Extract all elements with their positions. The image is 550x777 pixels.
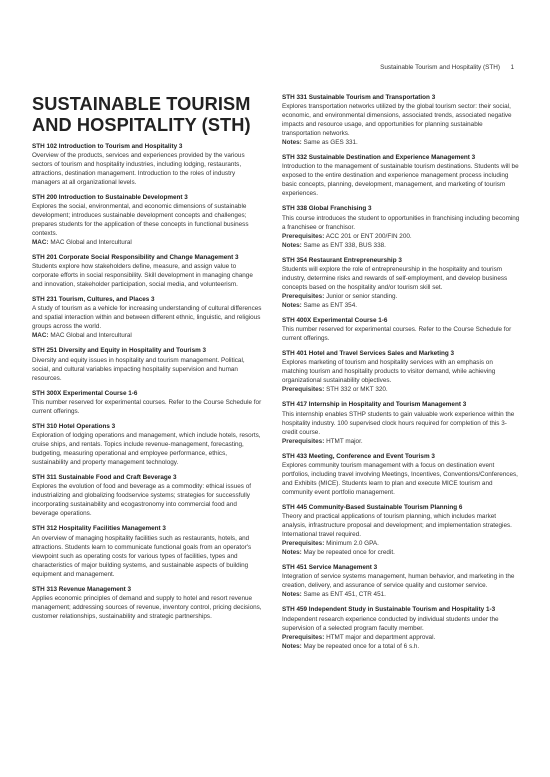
note-label: Notes: bbox=[282, 139, 302, 147]
course-title: STH 401 Hotel and Travel Services Sales and Marketing 3 bbox=[282, 350, 455, 358]
course-note bbox=[282, 292, 520, 301]
course-description bbox=[32, 202, 262, 238]
note-text: Explores the social, environmental, and economic dimensions of sustainable development; introduces sustainable development concepts and challenges; prepares students for the application of these concepts in functional business contexts. bbox=[32, 202, 249, 237]
course-title: STH 313 Revenue Management 3 bbox=[32, 585, 132, 593]
course-description bbox=[282, 162, 520, 198]
note-text: Explores community tourism management with a focus on destination event portfolios, including travel involving Meetings, Incentives, Conventions/Conferences, and Exhibits (MICE). Students learn to plan and execute MICE tourism and community event portfolio management. bbox=[282, 461, 518, 496]
note-text: This course introduces the student to opportunities in franchising including becoming a franchisee or franchisor. bbox=[282, 214, 520, 231]
note-text: This number reserved for experimental courses. Refer to the Course Schedule for current offerings. bbox=[282, 326, 512, 343]
note-label: Notes: bbox=[282, 241, 302, 249]
note-text: Same as GES 331. bbox=[301, 139, 358, 147]
note-text: MAC Global and Intercultural bbox=[48, 238, 132, 246]
note-label: MAC: bbox=[32, 332, 49, 340]
note-text: Students explore how stakeholders define, measure, and assign value to corporate efforts in social responsibility. Skill development in managing change and innovation, stakeholder participation, social media, and volunteerism. bbox=[32, 263, 253, 289]
page-number: 1 bbox=[510, 64, 514, 71]
course-note bbox=[282, 548, 520, 557]
course-title: STH 332 Sustainable Destination and Experience Management 3 bbox=[282, 154, 476, 162]
course-note bbox=[282, 633, 520, 642]
note-text: Independent research experience conducted by individual students under the supervision of a selected program faculty member. bbox=[282, 615, 499, 632]
note-label: MAC: bbox=[32, 238, 49, 246]
course-entry bbox=[32, 296, 262, 340]
course-description bbox=[32, 482, 262, 518]
course-entry bbox=[282, 257, 520, 310]
course-description bbox=[282, 572, 520, 590]
course-description bbox=[32, 534, 262, 579]
course-title: STH 251 Diversity and Equity in Hospitality and Tourism 3 bbox=[32, 347, 207, 355]
course-entry bbox=[282, 94, 520, 147]
note-text: Exploration of lodging operations and management, which include hotels, resorts, cruise ships, and rentals. Topics include revenue-management, forecasting, budgeting, measuring operational and employee performance, ethics, sustainability and property management technology. bbox=[32, 432, 261, 467]
course-title: STH 331 Sustainable Tourism and Transportation 3 bbox=[282, 94, 436, 101]
course-entry bbox=[282, 453, 520, 497]
course-entry bbox=[282, 401, 520, 445]
course-entry bbox=[282, 606, 520, 650]
note-text: Applies economic principles of demand and supply to hotel and resort revenue management; addressing sources of revenue, inventory control, pricing decisions, customer relationships, sustainability and strategic partnerships. bbox=[32, 594, 262, 620]
running-header bbox=[0, 64, 550, 76]
note-text: Introduction to the management of sustainable tourism destinations. Students will be exposed to the entire destination and experience management process including basic concepts, planning, development, management, and marketing of tourism experiences. bbox=[282, 163, 519, 198]
course-entry bbox=[282, 564, 520, 599]
course-title: STH 102 Introduction to Tourism and Hospitality 3 bbox=[32, 142, 183, 150]
right-course-list bbox=[282, 94, 520, 651]
course-entry bbox=[32, 525, 262, 578]
course-description bbox=[32, 594, 262, 621]
note-label: Prerequisites: bbox=[282, 232, 325, 240]
course-description bbox=[282, 325, 520, 343]
note-text: MAC Global and Intercultural bbox=[48, 332, 132, 340]
course-title: STH 459 Independent Study in Sustainable Tourism and Hospitality 1-3 bbox=[282, 606, 496, 614]
course-title: STH 417 Internship in Hospitality and Tourism Management 3 bbox=[282, 401, 467, 409]
note-text: Minimum 2.0 GPA. bbox=[324, 540, 379, 548]
left-course-list bbox=[32, 143, 262, 621]
course-description bbox=[282, 214, 520, 232]
course-description bbox=[282, 615, 520, 633]
note-text: Explores the evolution of food and beverage as a commodity: ethical issues of industrializing and globalizing foodservice systems; strategies for successfully incorporating sustainability and ecogastronomy into commercial food and beverage operations. bbox=[32, 483, 251, 518]
note-text: Same as ENT 451, CTR 451. bbox=[301, 591, 386, 599]
course-entry bbox=[32, 254, 262, 289]
course-description bbox=[32, 356, 262, 383]
note-text: ACC 201 or ENT 200/FIN 200. bbox=[324, 232, 412, 240]
note-text: Students will explore the role of entrepreneurship in the hospitality and tourism industry, determine risks and rewards of self-employment, and develop business concepts based on the hospitality and/or tourism skill set. bbox=[282, 265, 508, 291]
course-entry bbox=[282, 504, 520, 557]
course-description bbox=[32, 151, 262, 187]
note-text: HTMT major. bbox=[324, 437, 363, 445]
course-note bbox=[282, 385, 520, 394]
course-title: STH 433 Meeting, Conference and Event Tourism 3 bbox=[282, 452, 435, 460]
note-label: Prerequisites: bbox=[282, 540, 325, 548]
course-note bbox=[282, 642, 520, 651]
course-entry bbox=[32, 347, 262, 382]
course-note bbox=[282, 241, 520, 250]
course-title: STH 312 Hospitality Facilities Management 3 bbox=[32, 525, 166, 533]
course-entry bbox=[282, 154, 520, 198]
course-title: STH 354 Restaurant Entrepreneurship 3 bbox=[282, 256, 402, 264]
course-entry bbox=[32, 143, 262, 187]
note-text: May be repeated once for a total of 6 s.h. bbox=[301, 642, 420, 650]
note-text: A study of tourism as a vehicle for increasing understanding of cultural differences and spatial interaction within and between different ethnic, linguistic, and religious groups across the world. bbox=[32, 305, 262, 331]
note-label: Notes: bbox=[282, 301, 302, 309]
note-text: Same as ENT 354. bbox=[301, 301, 357, 309]
note-label: Prerequisites: bbox=[282, 633, 325, 641]
course-title: STH 201 Corporate Social Responsibility and Change Management 3 bbox=[32, 253, 239, 261]
note-label: Notes: bbox=[282, 642, 302, 650]
course-title: STH 451 Service Management 3 bbox=[282, 564, 378, 572]
note-label: Prerequisites: bbox=[282, 386, 325, 394]
course-title: STH 300X Experimental Course 1-6 bbox=[32, 389, 138, 397]
course-note bbox=[282, 590, 520, 599]
note-label: Prerequisites: bbox=[282, 437, 325, 445]
course-description bbox=[282, 512, 520, 539]
course-entry bbox=[32, 586, 262, 621]
page-title: SUSTAINABLE TOURISM AND HOSPITALITY (STH) bbox=[32, 94, 251, 135]
course-description bbox=[282, 461, 520, 497]
course-description bbox=[32, 431, 262, 467]
note-text: May be repeated once for credit. bbox=[301, 549, 395, 557]
course-title: STH 231 Tourism, Cultures, and Places 3 bbox=[32, 296, 155, 304]
note-label: Notes: bbox=[282, 591, 302, 599]
course-note bbox=[282, 232, 520, 241]
course-note bbox=[32, 331, 262, 340]
course-description bbox=[32, 262, 262, 289]
course-entry bbox=[282, 350, 520, 394]
note-text: STH 332 or MKT 320. bbox=[324, 386, 388, 394]
note-text: HTMT major and department approval. bbox=[324, 633, 436, 641]
running-header-title: Sustainable Tourism and Hospitality (STH) bbox=[380, 64, 500, 71]
course-description bbox=[32, 398, 262, 416]
note-text: Integration of service systems management, human behavior, and marketing in the creation, delivery, and assurance of service quality and customer service. bbox=[282, 573, 515, 590]
course-description bbox=[282, 358, 520, 385]
note-text: Explores marketing of tourism and hospitality services with an emphasis on matching tourism and hospitality products to visitor demand, while achieving organizational sustainability objectives. bbox=[282, 359, 496, 385]
course-title: STH 338 Global Franchising 3 bbox=[282, 205, 372, 213]
course-note bbox=[282, 138, 520, 147]
course-note bbox=[282, 539, 520, 548]
note-text: Diversity and equity issues in hospitality and tourism management. Political, social, and cultural variables impacting hospitality supervision and human resources. bbox=[32, 356, 245, 382]
course-note bbox=[32, 238, 262, 247]
note-label: Notes: bbox=[282, 549, 302, 557]
note-text: Overview of the products, services and experiences provided by the various sectors of tourism and hospitality industries, including lodging, restaurants, attractions, destination management. Introduction to the roles of industry managers at all organizational levels. bbox=[32, 151, 245, 186]
course-description bbox=[32, 304, 262, 331]
course-note bbox=[282, 301, 520, 310]
course-title: STH 400X Experimental Course 1-6 bbox=[282, 316, 388, 324]
course-entry bbox=[32, 390, 262, 416]
note-text: This internship enables STHP students to gain valuable work experience within the hospitality industry. 100 supervised clock hours required for completion of this 3-credit course. bbox=[282, 410, 515, 436]
course-entry bbox=[32, 474, 262, 518]
course-entry bbox=[32, 423, 262, 467]
course-title: STH 310 Hotel Operations 3 bbox=[32, 422, 116, 430]
course-description bbox=[282, 265, 520, 292]
course-title: STH 311 Sustainable Food and Craft Beverage 3 bbox=[32, 474, 177, 482]
note-text: Theory and practical applications of tourism planning, which includes market analysis, infrastructure proposal and development; and implementation strategies. International travel required. bbox=[282, 513, 512, 539]
left-column bbox=[32, 94, 262, 628]
course-entry bbox=[32, 194, 262, 247]
note-text: Same as ENT 338, BUS 338. bbox=[301, 241, 386, 249]
note-text: Junior or senior standing. bbox=[324, 292, 398, 300]
right-column bbox=[282, 94, 520, 658]
note-text: Explores transportation networks utilized by the global tourism sector: their social, economic, and environmental dimensions, associated trends, associated negative impacts and resource usage, and opportunities for planning sustainable transportation networks. bbox=[282, 103, 512, 138]
note-label: Prerequisites: bbox=[282, 292, 325, 300]
course-description bbox=[282, 102, 520, 138]
course-title: STH 200 Introduction to Sustainable Development 3 bbox=[32, 193, 188, 201]
note-text: This number reserved for experimental courses. Refer to the Course Schedule for current offerings. bbox=[32, 398, 262, 415]
course-entry bbox=[282, 205, 520, 249]
course-note bbox=[282, 437, 520, 446]
course-entry bbox=[282, 317, 520, 343]
course-title: STH 445 Community-Based Sustainable Tourism Planning 6 bbox=[282, 503, 463, 511]
note-text: An overview of managing hospitality facilities such as restaurants, hotels, and attractions. Students learn to communicate functional goals from an operator's viewpoint such as operating costs for various types of facilities, types and characteristics of major building systems, and sustainable aspects of building equipment and management. bbox=[32, 534, 252, 578]
course-description bbox=[282, 410, 520, 437]
